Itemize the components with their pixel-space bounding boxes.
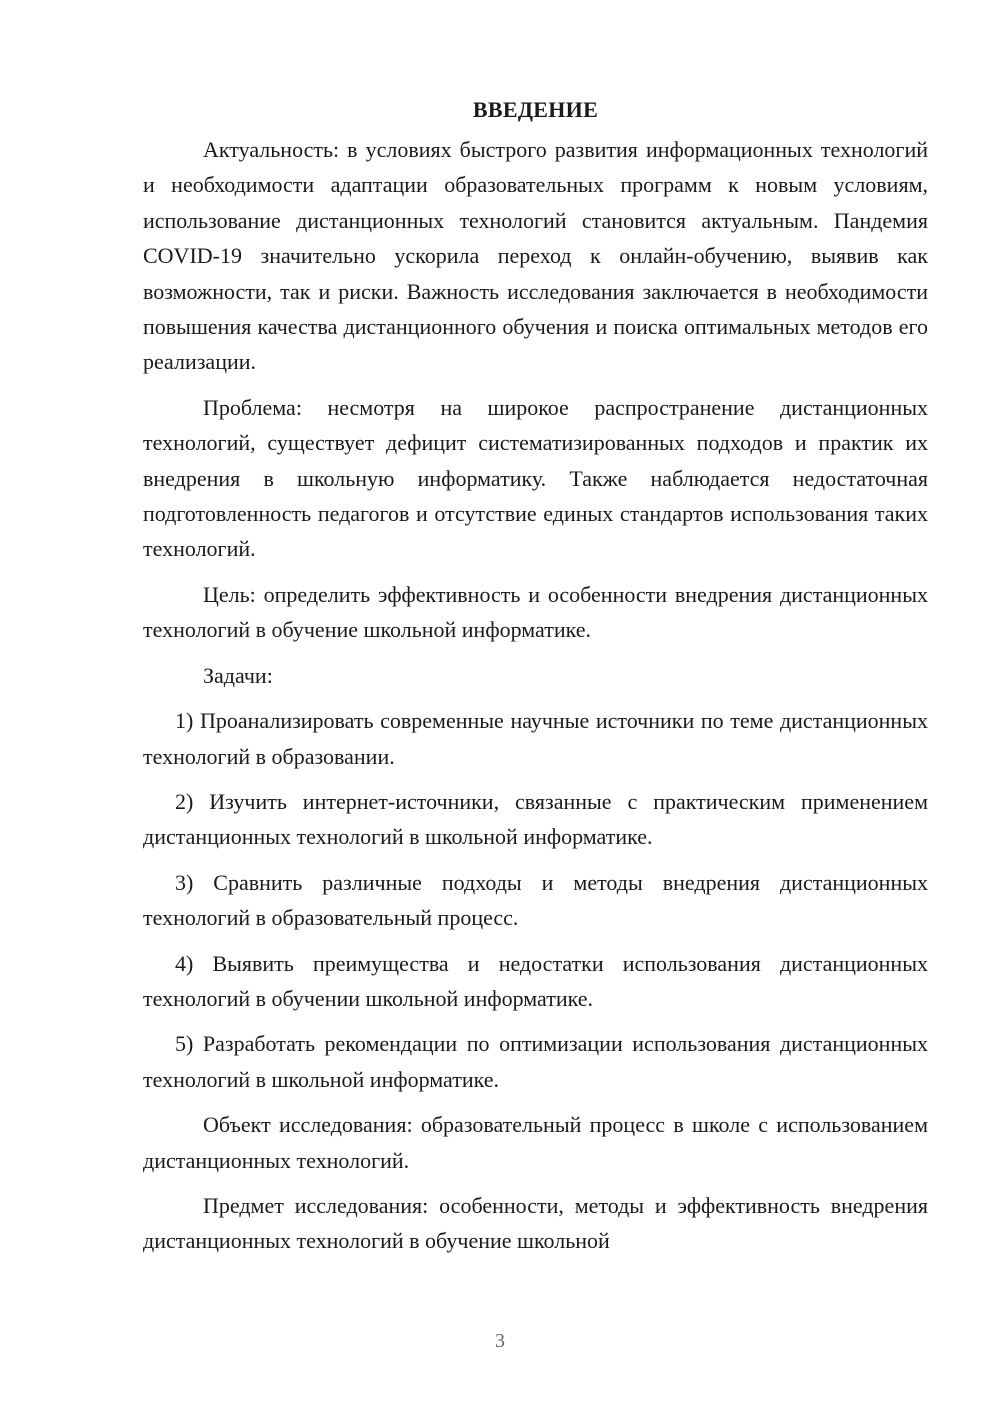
document-page bbox=[143, 92, 928, 1269]
page-number: 3 bbox=[495, 1330, 505, 1352]
task-item-4: 4) Выявить преимущества и недостатки использования дистанционных технологий в обучении школьной информатике. bbox=[143, 950, 928, 1011]
section-heading: ВВЕДЕНИЕ bbox=[472, 97, 599, 122]
goal-paragraph: Цель: определить эффективность и особенности внедрения дистанционных технологий в обучение школьной информатике. bbox=[143, 581, 928, 643]
subject-paragraph: Предмет исследования: особенности, методы и эффективность внедрения дистанционных технологий в обучение школьной bbox=[143, 1192, 928, 1254]
task-item-2: 2) Изучить интернет-источники, связанные с практическим применением дистанционных технологий в школьной информатике. bbox=[143, 788, 928, 850]
task-item-3: 3) Сравнить различные подходы и методы внедрения дистанционных технологий в образовательный процесс. bbox=[143, 869, 928, 931]
task-item-1: 1) Проанализировать современные научные источники по теме дистанционных технологий в образовании. bbox=[143, 708, 928, 769]
relevance-paragraph: Актуальность: в условиях быстрого развития информационных технологий и необходимости адаптации образовательных программ к новым условиям, использование дистанционных технологий становится актуальным. Пандемия COVID-19 значительно ускорила переход к онлайн-обучению, выявив как возможности, так и риски. Важность исследования заключается в необходимости повышения качества дистанционного обучения и поиска оптимальных методов его реализации. bbox=[143, 137, 928, 375]
task-item-5: 5) Разработать рекомендации по оптимизации использования дистанционных технологий в школьной информатике. bbox=[143, 1031, 928, 1092]
problem-paragraph: Проблема: несмотря на широкое распространение дистанционных технологий, существует дефицит систематизированных подходов и практик их внедрения в школьную информатику. Также наблюдается недостаточная подготовленность педагогов и отсутствие единых стандартов использования таких технологий. bbox=[143, 394, 928, 562]
object-paragraph: Объект исследования: образовательный процесс в школе с использованием дистанционных технологий. bbox=[143, 1112, 928, 1173]
tasks-label: Задачи: bbox=[203, 662, 273, 688]
